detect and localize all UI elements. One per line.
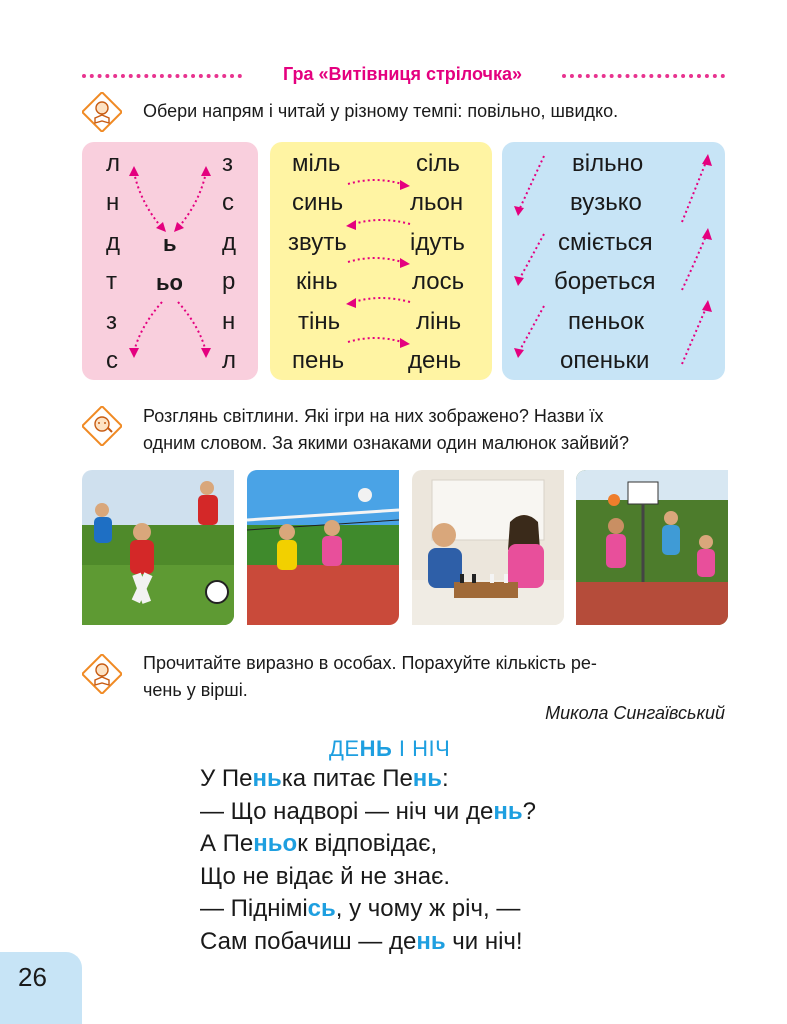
tempo-word-3: сміється xyxy=(558,229,653,256)
word-left-2: синь xyxy=(292,189,344,216)
poem-line-2: — Що надворі — ніч чи день? xyxy=(200,798,536,825)
task1-text: Обери напрям і читай у різному темпі: повільно, швидко. xyxy=(143,101,619,121)
volleyball-photo xyxy=(247,470,399,625)
word-right-4: лось xyxy=(412,268,465,295)
letter-right-5: н xyxy=(222,308,236,335)
basketball-photo xyxy=(576,470,728,625)
word-right-6: день xyxy=(408,347,462,374)
word-left-1: міль xyxy=(292,150,341,177)
word-right-1: сіль xyxy=(416,150,460,177)
task2-line1: Розглянь світлини. Які ігри на них зображено? Назви їх xyxy=(143,406,604,426)
letter-right-4: р xyxy=(222,268,236,295)
poem-line-6: Сам побачиш — день чи ніч! xyxy=(200,928,523,955)
word-pairs-box xyxy=(270,142,492,380)
poem-line-5: — Піднімісь, у чому ж річ, — xyxy=(200,895,521,922)
tempo-word-2: вузько xyxy=(570,189,642,216)
word-right-2: льон xyxy=(410,189,464,216)
word-left-5: тінь xyxy=(298,308,341,335)
words-tempo-box xyxy=(502,142,725,380)
chess-photo xyxy=(412,470,564,625)
tempo-word-4: бореться xyxy=(554,268,656,295)
poem-author: Микола Сингаївський xyxy=(545,703,725,723)
letter-left-5: з xyxy=(106,308,118,335)
poem-line-4: Що не відає й не знає. xyxy=(200,863,450,890)
reading-child-icon xyxy=(82,92,122,132)
letter-right-1: з xyxy=(222,150,234,177)
letter-left-1: л xyxy=(106,150,121,177)
letter-left-3: д xyxy=(106,229,121,256)
header-dots-left xyxy=(82,74,242,78)
letter-left-4: т xyxy=(106,268,117,295)
reading-child-icon-2 xyxy=(82,654,122,694)
letter-right-6: л xyxy=(222,347,237,374)
word-right-3: ідуть xyxy=(410,229,465,256)
tempo-word-5: пеньок xyxy=(568,308,644,335)
game-title: Гра «Витівниця стрілочка» xyxy=(282,64,523,84)
poem-line-1: У Пенька питає Пень: xyxy=(200,765,449,792)
poem-line-3: А Пеньок відповідає, xyxy=(200,830,438,857)
letter-right-3: д xyxy=(222,229,237,256)
football-photo xyxy=(82,470,234,625)
poem-title: ДЕНЬ І НІЧ xyxy=(329,736,451,761)
thinking-child-icon xyxy=(82,406,122,446)
task3-line2: чень у вірші. xyxy=(143,680,248,700)
task3-line1: Прочитайте виразно в особах. Порахуйте кількість ре- xyxy=(143,653,597,673)
letters-box xyxy=(82,142,258,380)
header-dots-right xyxy=(562,74,725,78)
word-right-5: лінь xyxy=(416,308,462,335)
tempo-word-1: вільно xyxy=(572,150,644,177)
letter-left-2: н xyxy=(106,189,120,216)
page-number: 26 xyxy=(18,962,47,992)
word-left-6: пень xyxy=(292,347,345,374)
word-left-4: кінь xyxy=(296,268,338,295)
letter-left-6: с xyxy=(106,347,118,374)
task2-line2: одним словом. За якими ознаками один малюнок зайвий? xyxy=(143,433,629,453)
tempo-word-6: опеньки xyxy=(560,347,650,374)
letter-right-2: с xyxy=(222,189,234,216)
soft-sign-o: ьо xyxy=(156,270,183,295)
soft-sign: ь xyxy=(163,231,177,256)
word-left-3: звуть xyxy=(288,229,347,256)
